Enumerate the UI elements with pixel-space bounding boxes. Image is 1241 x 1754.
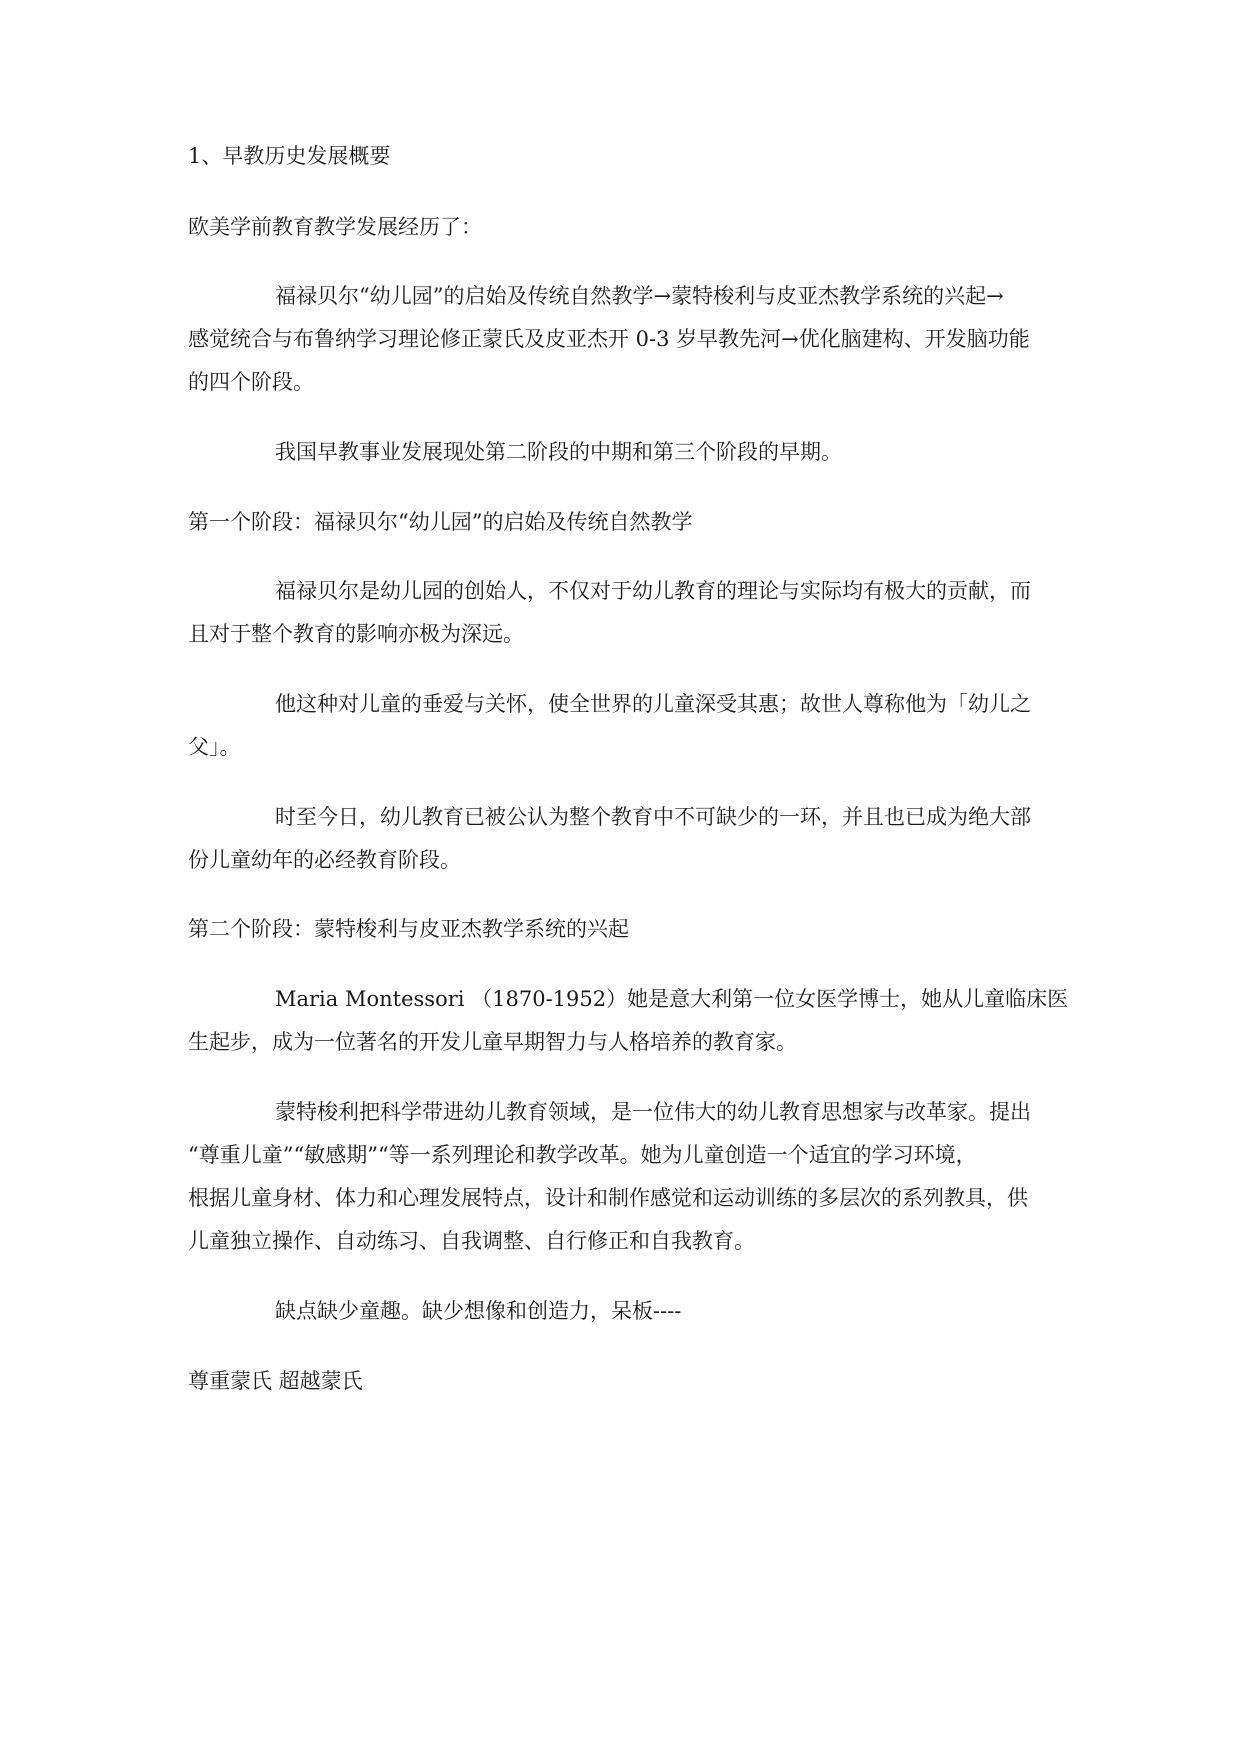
paragraph-5-line-2: 份儿童幼年的必经教育阶段。 (188, 848, 461, 872)
paragraph-7-line-2: “尊重儿童”“敏感期”“等一系列理论和教学改革。她为儿童创造一个适宜的学习环境， (188, 1143, 977, 1167)
paragraph-6-line-1: Maria Montessori （1870-1952）她是意大利第一位女医学博士，她从儿童临床医 (275, 987, 1069, 1011)
section-heading: 1、早教历史发展概要 (188, 144, 391, 168)
paragraph-4-line-1: 他这种对儿童的垂爱与关怀，使全世界的儿童深受其惠；故世人尊称他为「幼儿之 (275, 692, 1031, 716)
intro-line: 欧美学前教育教学发展经历了： (188, 215, 482, 239)
stage-1-title: 第一个阶段：福禄贝尔“幼儿园”的启始及传统自然教学 (188, 510, 693, 534)
paragraph-1-line-2: 感觉统合与布鲁纳学习理论修正蒙氏及皮亚杰开 0-3 岁早教先河→优化脑建构、开发脑功能 (188, 327, 1030, 351)
paragraph-7-line-1: 蒙特梭利把科学带进幼儿教育领域，是一位伟大的幼儿教育思想家与改革家。提出 (275, 1100, 1031, 1124)
paragraph-8: 缺点缺少童趣。缺少想像和创造力，呆板---- (275, 1299, 682, 1323)
paragraph-2: 我国早教事业发展现处第二阶段的中期和第三个阶段的早期。 (275, 440, 842, 464)
paragraph-4-line-2: 父」。 (188, 735, 241, 759)
closing-line: 尊重蒙氏 超越蒙氏 (188, 1369, 363, 1393)
paragraph-3-line-1: 福禄贝尔是幼儿园的创始人，不仅对于幼儿教育的理论与实际均有极大的贡献，而 (275, 579, 1031, 603)
paragraph-6-line-2: 生起步，成为一位著名的开发儿童早期智力与人格培养的教育家。 (188, 1030, 797, 1054)
stage-2-title: 第二个阶段：蒙特梭利与皮亚杰教学系统的兴起 (188, 917, 629, 941)
paragraph-7-line-4: 儿童独立操作、自动练习、自我调整、自行修正和自我教育。 (188, 1229, 755, 1253)
paragraph-7-line-3: 根据儿童身材、体力和心理发展特点，设计和制作感觉和运动训练的多层次的系列教具，供 (188, 1186, 1028, 1210)
paragraph-1-line-1: 福禄贝尔“幼儿园”的启始及传统自然教学→蒙特梭利与皮亚杰教学系统的兴起→ (275, 284, 1004, 308)
paragraph-1-line-3: 的四个阶段。 (188, 370, 314, 394)
paragraph-5-line-1: 时至今日，幼儿教育已被公认为整个教育中不可缺少的一环，并且也已成为绝大部 (275, 805, 1031, 829)
paragraph-3-line-2: 且对于整个教育的影响亦极为深远。 (188, 622, 524, 646)
